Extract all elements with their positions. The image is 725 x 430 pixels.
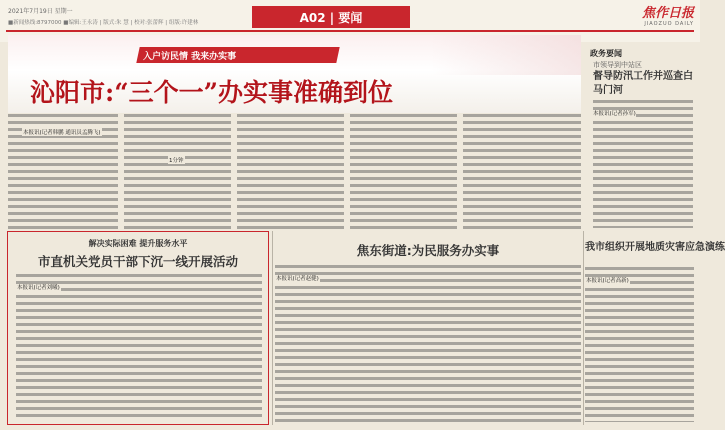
header-divider [6,30,694,32]
lead-kicker: 入户访民情 我来办实事 [143,51,237,62]
sidebar-article [585,60,694,230]
editors-line: ■新闻热线:8797000 ■编辑:王永涛 | 版式:朱 慧 | 校对:张蕾辉 | 组版:许建林 [8,20,199,26]
box-body [16,274,262,419]
lead-headline: 沁阳市:“三个一”办实事准确到位 [30,78,393,107]
column-gap [231,114,237,229]
right-article [585,231,725,425]
section-tag: A02 | 要闻 [252,6,410,28]
logo-english: JIAOZUO DAILY [644,21,694,27]
middle-byline: 本报讯(记者赵健) [276,276,319,282]
banner-decoration [431,35,581,75]
box-byline: 本报讯(记者刘曦) [17,285,60,291]
box-kicker: 解决实际困难 提升服务水平 [88,239,188,248]
middle-headline: 焦东街道:为民服务办实事 [356,243,500,258]
column-rule [583,231,584,425]
sidebar-byline: 本报讯(记者孙军) [593,111,636,117]
column-gap [118,114,124,229]
right-byline: 本报讯(记者高新) [586,278,629,284]
sidebar-section-label: 政务要闻 [590,49,622,58]
middle-article [275,231,581,425]
lead-article-body [8,114,581,229]
lead-banner [8,35,581,113]
sidebar-body [593,100,693,228]
highlighted-article [7,231,269,425]
right-headline: 我市组织开展地质灾害应急演练 [585,242,725,253]
date-line: 2021年7月19日 星期一 [8,8,73,15]
column-gap [457,114,463,229]
column-rule [272,231,273,425]
newspaper-logo [604,2,694,32]
sidebar-kicker: 市领导到中站区 [593,61,642,69]
lead-inline-text: 1分钟 [169,158,184,164]
right-body [585,267,694,422]
column-gap [344,114,350,229]
sidebar-headline: 督导防汛工作并巡查白马门河 [593,71,693,96]
middle-body [275,265,581,425]
box-headline: 市直机关党员干部下沉一线开展活动 [37,254,238,269]
lead-byline: 本报讯(记者韩鹏 通讯员孟腾飞) [23,130,101,136]
logo-chinese: 焦作日报 [641,6,694,21]
